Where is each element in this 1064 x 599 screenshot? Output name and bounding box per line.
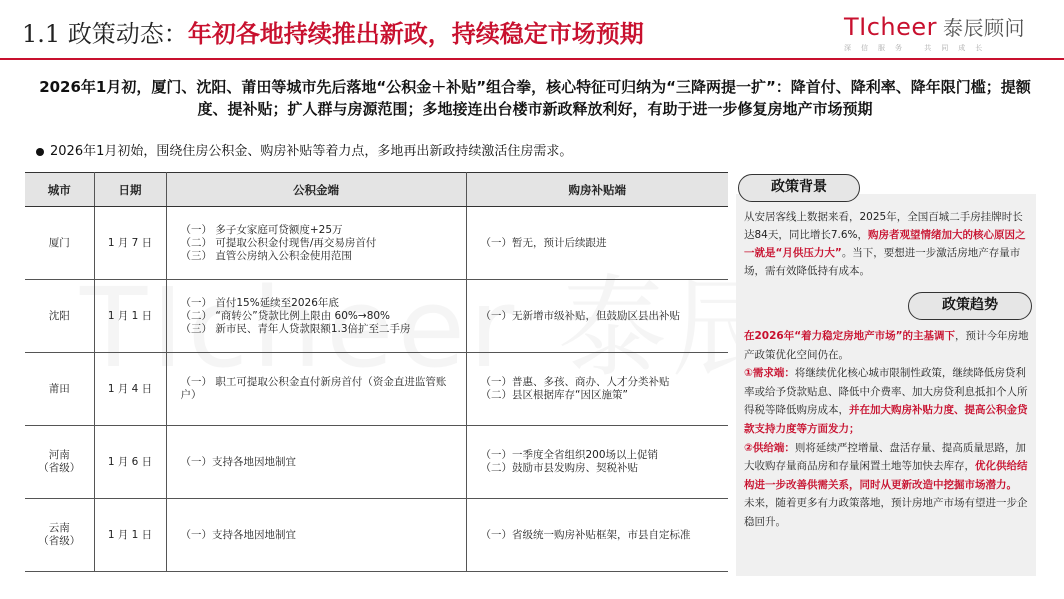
cell-subsidy: （一）普惠、多孩、商办、人才分类补贴 （二）县区根据库存“因区施策” [466, 353, 728, 426]
demand-label: ①需求端： [744, 367, 795, 380]
header-city: 城市 [25, 173, 94, 207]
page-title [22, 14, 644, 49]
cell-subsidy: （一）省级统一购房补贴框架，市县自定标准 [466, 499, 728, 572]
cell-city: 河南 （省级） [25, 426, 94, 499]
bg-text-part1: 从安居客线上数据来看，2025年，全国百城二手房挂牌时长达84天，同比增长7.6%， [744, 211, 1023, 241]
header-date: 日期 [94, 173, 166, 207]
section-headline: 年初各地持续推出新政，持续稳定市场预期 [187, 20, 644, 48]
table-row [25, 499, 728, 572]
demand-text: 将继续优化核心城市限制性政策，继续降低房贷利率或给予贷款贴息、降低中介费率、加大房贷利息抵扣个人所得税等降低购房成本， [744, 367, 1028, 417]
bullet-point [36, 140, 572, 159]
demand-highlight: 并在加大购房补贴力度、提高公积金贷款支持力度等方面发力； [744, 404, 1028, 435]
cell-city: 厦门 [25, 207, 94, 280]
cell-date: 1 月 7 日 [94, 207, 166, 280]
logo-latin: TIcheer [844, 13, 938, 41]
cell-subsidy: （一）一季度全省组织200场以上促销 （二）鼓励市县发购房、契税补贴 [466, 426, 728, 499]
bullet-text: 2026年1月初始，围绕住房公积金、购房补贴等着力点，多地再出新政持续激活住房需求。 [50, 144, 573, 159]
cell-date: 1 月 4 日 [94, 353, 166, 426]
table-header-row [25, 173, 728, 207]
cell-city: 云南 （省级） [25, 499, 94, 572]
table-row [25, 207, 728, 280]
supply-label: ②供给端： [744, 441, 795, 454]
cell-date: 1 月 1 日 [94, 280, 166, 353]
logo-slogan: 深信服务 共同成长 [844, 44, 993, 52]
table-row [25, 353, 728, 426]
trend-intro: ，预计今年房地产政策优化空间仍在。 [744, 330, 1029, 361]
bg-text-highlight: 购房者观望情绪加大的核心原因之一就是“月供压力大” [744, 229, 1026, 259]
conclusion-text: 未来，随着更多有力政策落地，预计房地产市场有望进一步企稳回升。 [744, 497, 1028, 528]
right-panel [736, 172, 1036, 576]
cell-fund: （一）支持各地因地制宜 [166, 426, 466, 499]
brand-logo [844, 12, 1044, 56]
header-divider [0, 58, 1064, 60]
policy-table [25, 172, 728, 572]
cell-date: 1 月 6 日 [94, 426, 166, 499]
cell-fund: （一） 职工可提取公积金直付新房首付（资金直进监管账户） [166, 353, 466, 426]
section-number: 1.1 [22, 20, 61, 48]
table-row [25, 280, 728, 353]
logo-chinese: 泰辰顾问 [943, 16, 1026, 40]
header-subsidy: 购房补贴端 [466, 173, 728, 207]
cell-fund: （一） 多子女家庭可贷额度+25万 （二） 可提取公积金付现售/再交易房首付 （三） 直管公房纳入公积金使用范围 [166, 207, 466, 280]
bullet-dot-icon [36, 148, 44, 156]
section-prefix: 政策动态： [67, 20, 188, 48]
policy-trend-badge: 政策趋势 [908, 292, 1032, 320]
cell-city: 莆田 [25, 353, 94, 426]
summary-paragraph: 2026年1月初，厦门、沈阳、莆田等城市先后落地“公积金＋补贴”组合拳，核心特征可归纳为“三降两提一扩”：降首付、降利率、降年限门槛；提额度、提补贴；扩人群与房源范围；多地接连出台楼市新政释放利好，有助于进一步修复房地产市场预期 [39, 78, 1031, 118]
policy-background-badge: 政策背景 [738, 174, 860, 202]
header-fund: 公积金端 [166, 173, 466, 207]
cell-fund: （一）支持各地因地制宜 [166, 499, 466, 572]
policy-background-text [744, 208, 1032, 280]
supply-text: 则将延续严控增量、盘活存量、提高质量思路，加大收购存量商品房和存量闲置土地等加快去库存， [744, 441, 1026, 473]
cell-city: 沈阳 [25, 280, 94, 353]
trend-intro-highlight: 在2026年“着力稳定房地产市场”的主基调下 [744, 330, 956, 342]
bg-text-part2: 。当下，要想进一步激活房地产存量市场，需有效降低持有成本。 [744, 247, 1021, 277]
table-row [25, 426, 728, 499]
cell-fund: （一） 首付15%延续至2026年底 （二） “商转公”贷款比例上限由 60%→80% （三） 新市民、青年人贷款限额1.3倍扩至二手房 [166, 280, 466, 353]
cell-subsidy: （一）暂无，预计后续跟进 [466, 207, 728, 280]
cell-date: 1 月 1 日 [94, 499, 166, 572]
policy-trend-text [744, 327, 1032, 532]
cell-subsidy: （一）无新增市级补贴，但鼓励区县出补贴 [466, 280, 728, 353]
supply-highlight: 优化供给结构进一步改善供需关系，同时从更新改造中挖掘市场潜力。 [744, 460, 1028, 491]
